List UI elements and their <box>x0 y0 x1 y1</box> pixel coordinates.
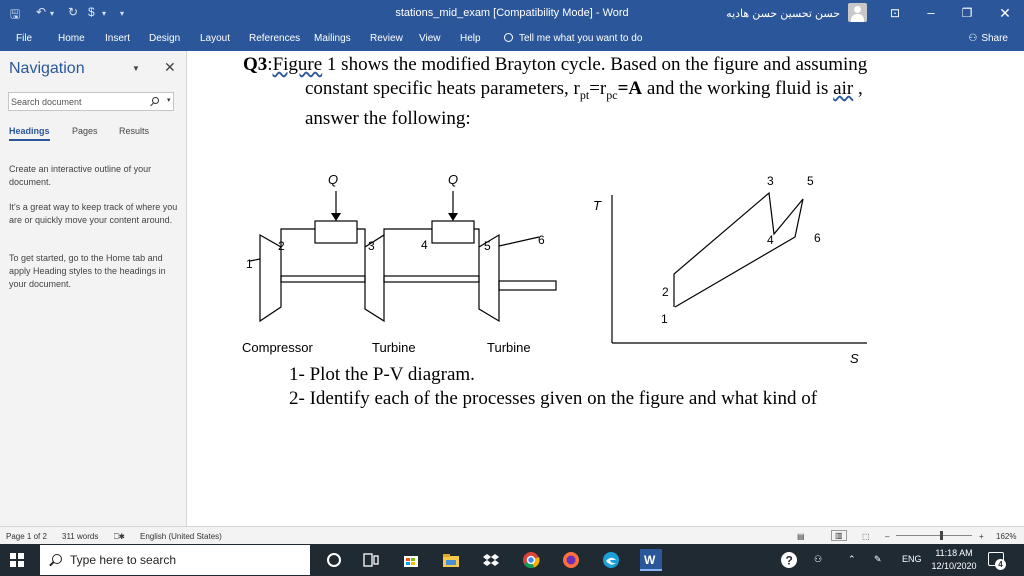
state-1: 1 <box>246 257 253 271</box>
tab-help[interactable]: Help <box>460 33 481 44</box>
tab-view[interactable]: View <box>419 33 441 44</box>
pipe-5-turbine2 <box>474 229 479 247</box>
navigation-hint-3: To get started, go to the Home tab and apply Heading styles to the headings in your document. <box>9 253 166 289</box>
ts-cycle <box>674 193 803 307</box>
task-view-icon[interactable] <box>362 551 380 569</box>
navigation-options-icon[interactable]: ▼ <box>132 64 140 73</box>
navigation-title: Navigation <box>9 60 85 77</box>
subscript-pt: pt <box>579 87 590 102</box>
search-dropdown-icon[interactable]: ▾ <box>167 97 171 104</box>
input-language[interactable]: ENG <box>902 554 922 564</box>
heat-label-2: Q <box>448 172 459 187</box>
zoom-in-icon[interactable]: + <box>979 532 984 541</box>
heat-arrow-1-head <box>331 213 341 221</box>
title-bar <box>0 0 1024 28</box>
ts-state-4: 4 <box>767 233 774 247</box>
pipe-3-turbine <box>357 229 365 247</box>
tab-design[interactable]: Design <box>149 33 181 44</box>
label-turbine-2: Turbine <box>487 340 531 355</box>
svg-text:?: ? <box>785 553 793 568</box>
heat-arrow-2-head <box>448 213 458 221</box>
pipe-4-combustor2 <box>384 229 432 235</box>
state-2: 2 <box>278 239 285 253</box>
zoom-slider-thumb[interactable] <box>940 531 943 540</box>
notification-count: 4 <box>995 559 1006 570</box>
minimize-icon[interactable]: – <box>927 5 935 20</box>
status-page[interactable]: Page 1 of 2 <box>6 532 47 541</box>
heat-label-1: Q <box>328 172 339 187</box>
ribbon-tabs <box>0 28 1024 51</box>
navigation-hint-2: It's a great way to keep track of where you are or quickly move your content around. <box>9 202 178 225</box>
print-layout-icon[interactable]: ▥ <box>831 530 847 541</box>
shaft <box>281 276 365 282</box>
combustor-2 <box>432 221 474 243</box>
tab-pages[interactable]: Pages <box>72 126 98 136</box>
share-person-icon: ⚇ <box>968 33 978 44</box>
show-hidden-icons-icon[interactable]: ⌃ <box>848 554 856 564</box>
restore-icon[interactable]: ❐ <box>961 6 973 20</box>
lightbulb-icon <box>504 33 513 42</box>
avatar[interactable] <box>848 3 867 22</box>
question-figure-word: Figure <box>272 54 323 75</box>
windows-start-icon[interactable] <box>10 553 24 567</box>
edge-icon[interactable] <box>602 551 620 569</box>
label-compressor: Compressor <box>242 340 313 355</box>
tab-insert[interactable]: Insert <box>105 33 131 44</box>
ts-axis-s: S <box>850 351 859 366</box>
clock-date: 12/10/2020 <box>931 561 977 571</box>
user-name[interactable]: حسن تحسين حسن هاديه <box>726 8 840 20</box>
navigation-close-icon[interactable]: ✕ <box>164 59 176 75</box>
search-icon[interactable] <box>152 97 159 104</box>
taskbar <box>0 544 1024 576</box>
store-icon[interactable] <box>402 551 420 569</box>
question-label: Q3 <box>243 54 268 75</box>
status-bar <box>0 526 1024 544</box>
clock[interactable] <box>926 547 982 573</box>
undo-dropdown-icon[interactable]: ▾ <box>50 9 55 18</box>
navigation-search <box>8 92 174 111</box>
tab-home[interactable]: Home <box>58 33 85 44</box>
action-center-icon[interactable] <box>988 552 1004 569</box>
shaft-2 <box>384 276 479 282</box>
subscript-pc: pc <box>606 87 618 102</box>
taskbar-search-icon <box>52 554 62 564</box>
question-line-1: 1 shows the modified Brayton cycle. Based on the figure and assuming <box>322 54 868 75</box>
ts-state-1: 1 <box>661 312 668 326</box>
chrome-icon[interactable] <box>522 551 540 569</box>
ts-state-5: 5 <box>807 174 814 188</box>
cortana-icon[interactable] <box>325 551 343 569</box>
tab-file[interactable]: File <box>16 33 33 44</box>
pipe-6-exhaust <box>499 237 539 246</box>
clock-time: 11:18 AM <box>935 548 973 558</box>
dropbox-icon[interactable] <box>482 551 500 569</box>
status-language[interactable]: English (United States) <box>140 532 222 541</box>
document-area[interactable] <box>187 51 1024 526</box>
question-item-2: 2- Identify each of the processes given on the figure and what kind of <box>289 388 818 409</box>
firefox-icon[interactable] <box>562 551 580 569</box>
zoom-slider[interactable] <box>896 535 972 536</box>
file-explorer-icon[interactable] <box>442 551 460 569</box>
question-line-2-end: , <box>853 78 863 99</box>
navigation-hint-1: Create an interactive outline of your document. <box>9 164 152 187</box>
label-turbine-1: Turbine <box>372 340 416 355</box>
question-eq: =r <box>589 78 607 99</box>
ribbon-display-options-icon[interactable]: ⊡ <box>889 6 901 20</box>
ts-state-3: 3 <box>767 174 774 188</box>
people-icon[interactable]: ⚇ <box>814 554 823 564</box>
network-icon[interactable]: ✎ <box>874 554 882 564</box>
question-line-2a: constant specific heats parameters, r <box>305 78 580 99</box>
tell-me-label: Tell me what you want to do <box>519 33 643 44</box>
web-layout-icon[interactable]: ⬚ <box>862 532 870 541</box>
status-words[interactable]: 311 words <box>62 532 99 541</box>
question-line-2c: and the working fluid is <box>642 78 834 99</box>
search-document-input[interactable] <box>11 95 141 109</box>
taskbar-search[interactable] <box>40 545 310 575</box>
help-icon[interactable] <box>780 551 798 569</box>
redo-icon[interactable]: ↻ <box>68 5 79 19</box>
customize-quick-access-icon[interactable]: ▾ <box>120 9 125 18</box>
shaft-out <box>499 281 556 290</box>
share-button[interactable] <box>968 33 1008 44</box>
word-taskbar-icon[interactable] <box>640 549 662 571</box>
tab-review[interactable]: Review <box>370 33 403 44</box>
ts-state-2: 2 <box>662 285 669 299</box>
question-text: Q3:Figure 1 shows the modified Brayton cycle. Based on the figure and assuming constant specific heats parameters, $r_{pt}=r_{pc}=A$ and the working fluid is air , answer the following: <box>243 53 933 131</box>
undo-icon[interactable]: ↶ <box>36 5 47 19</box>
tab-references[interactable]: References <box>249 33 301 44</box>
tab-headings[interactable]: Headings <box>9 126 50 141</box>
combustor-1 <box>315 221 357 243</box>
ts-state-6: 6 <box>814 231 821 245</box>
state-6: 6 <box>538 233 545 247</box>
pipe-2-3 <box>281 229 315 247</box>
navigation-pane <box>0 51 187 526</box>
zoom-level[interactable]: 162% <box>996 532 1017 541</box>
tab-layout[interactable]: Layout <box>200 33 231 44</box>
tell-me-search[interactable] <box>504 33 642 44</box>
question-item-1: 1- Plot the P-V diagram. <box>289 364 475 385</box>
question-line-3: answer the following: <box>305 107 471 129</box>
svg-text:W: W <box>644 553 656 567</box>
state-4: 4 <box>421 238 428 252</box>
proofing-icon[interactable]: ⎕✱ <box>114 532 125 541</box>
spelling-dropdown-icon[interactable]: ▾ <box>102 9 107 18</box>
state-3: 3 <box>368 239 375 253</box>
document-title: stations_mid_exam [Compatibility Mode] - Word <box>395 7 629 19</box>
taskbar-search-label: Type here to search <box>70 553 177 567</box>
save-icon[interactable]: 🖫 <box>10 7 21 21</box>
tab-results[interactable]: Results <box>119 126 150 136</box>
question-air-word: air <box>833 78 854 99</box>
tab-mailings[interactable]: Mailings <box>314 33 351 44</box>
question-eq-a: =A <box>617 78 643 99</box>
close-icon[interactable]: ✕ <box>999 5 1011 21</box>
question-items <box>289 363 817 411</box>
share-label: Share <box>981 33 1008 44</box>
spelling-icon[interactable]: $ <box>88 5 95 19</box>
read-mode-icon[interactable]: ▤ <box>797 532 805 541</box>
state-5: 5 <box>484 239 491 253</box>
ts-axis-t: T <box>593 198 601 213</box>
zoom-out-icon[interactable]: – <box>885 532 890 541</box>
